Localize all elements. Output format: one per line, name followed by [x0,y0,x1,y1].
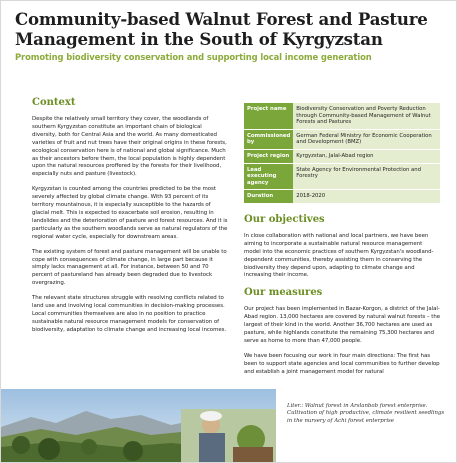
table-value: Biodiversity Conservation and Poverty Reduction through Community-based Management of Walnut Forests and Pastures [293,103,440,129]
table-row [244,190,440,204]
left-column [32,97,228,342]
table-value: German Federal Ministry for Economic Cooperation and Development (BMZ) [293,129,440,149]
table-row [244,129,440,149]
objectives-paragraph: In close collaboration with national and local partners, we have been aiming to incorporate a sustainable natural resource management model into the economic practices of southern Kyrgyzstan's woodland-dependent communities, thereby assisting them in conserving the biodiversity they depend upon, adapting to climate change and increasing their income. [244,232,434,279]
measures-paragraph-1: Our project has been implemented in Bazar-Korgon, a district of the Jalal-Abad region. 13,000 hectares are covered by natural walnut forests – the largest of their kind in the world. Another 36,700 hectares are used as pasture, while highlands constitute the remaining 75,300 hectares and serve as home to more than 47,000 people. [244,306,441,344]
context-heading: Context [32,97,76,108]
table-key: Duration [244,190,293,204]
table-value: 2018-2020 [293,190,440,204]
table-key: Commissioned by [244,129,293,149]
document-title: Community-based Walnut Forest and Pasture Management in the South of Kyrgyzstan [15,9,428,49]
measures-paragraph-2: We have been focusing our work in four main directions: The first has been to support state agencies and local communities to further develop and establish a joint management model for natural [244,352,440,375]
context-paragraph-2: Kyrgyzstan is counted among the countries predicted to be the most severely affected by global climate change. With 93 percent of its territory mountainous, it is especially susceptible to the hazards of glacial melt. This is expected to exacerbate soil erosion, resulting in landslides and the deterioration of pasture and forest resources. And it is particularly as the southern woodlands serve as natural regulators of the regional water cycle, especially for downstream areas. [32,186,228,240]
photo-illustration [1,389,276,463]
table-value: Kyrgyzstan, Jalal-Abad region [293,149,440,163]
table-row [244,103,440,129]
context-paragraph-3: The existing system of forest and pasture management will be unable to cope with consequences of climate change, in large part because it simply lacks management at all. For instance, between 50 and 70 percent of pastureland has already been degraded due to livestock overgrazing. [32,248,227,287]
document-header [15,9,451,62]
table-key: Project region [244,149,293,163]
table-row [244,163,440,190]
project-info-table [244,103,440,204]
document-subtitle: Promoting biodiversity conservation and supporting local income generation [15,52,372,62]
photo-caption: Liter.: Walnut forest in Arslanbob forest enterprise. Cultivation of high productive, climate resilient seedlings in the nursery of Achi forest enterprise [287,403,445,424]
right-column [244,103,440,384]
objectives-heading: Our objectives [244,213,325,225]
measures-heading: Our measures [244,287,323,299]
context-paragraph-4: The relevant state structures struggle with resolving conflicts related to land use and involving local communities in decision-making processes. Local communities themselves are also in no position to practice sustainable natural resource management models for conservation of biodiversity, adaptation to climate change and increasing local incomes. [32,295,227,333]
landscape-photo [1,389,276,463]
table-key: Project name [244,103,293,129]
table-value: State Agency for Environmental Protection and Forestry [293,163,440,190]
table-row [244,149,440,163]
table-key: Lead executing agency [244,163,293,190]
context-paragraph-1: Despite the relatively small territory they cover, the woodlands of southern Kyrgyzstan constitute an important chain of biological diversity, both for Central Asia and the world. As many domesticated varieties of fruit and nut trees have their original origins in these forests, ecological conservation here is of national and global significance. Much as their ancestors before them, the local population is highly dependent upon the natural resources proffered by the forests for their livelihood, especially nuts and pasture (livestock). [32,116,227,178]
